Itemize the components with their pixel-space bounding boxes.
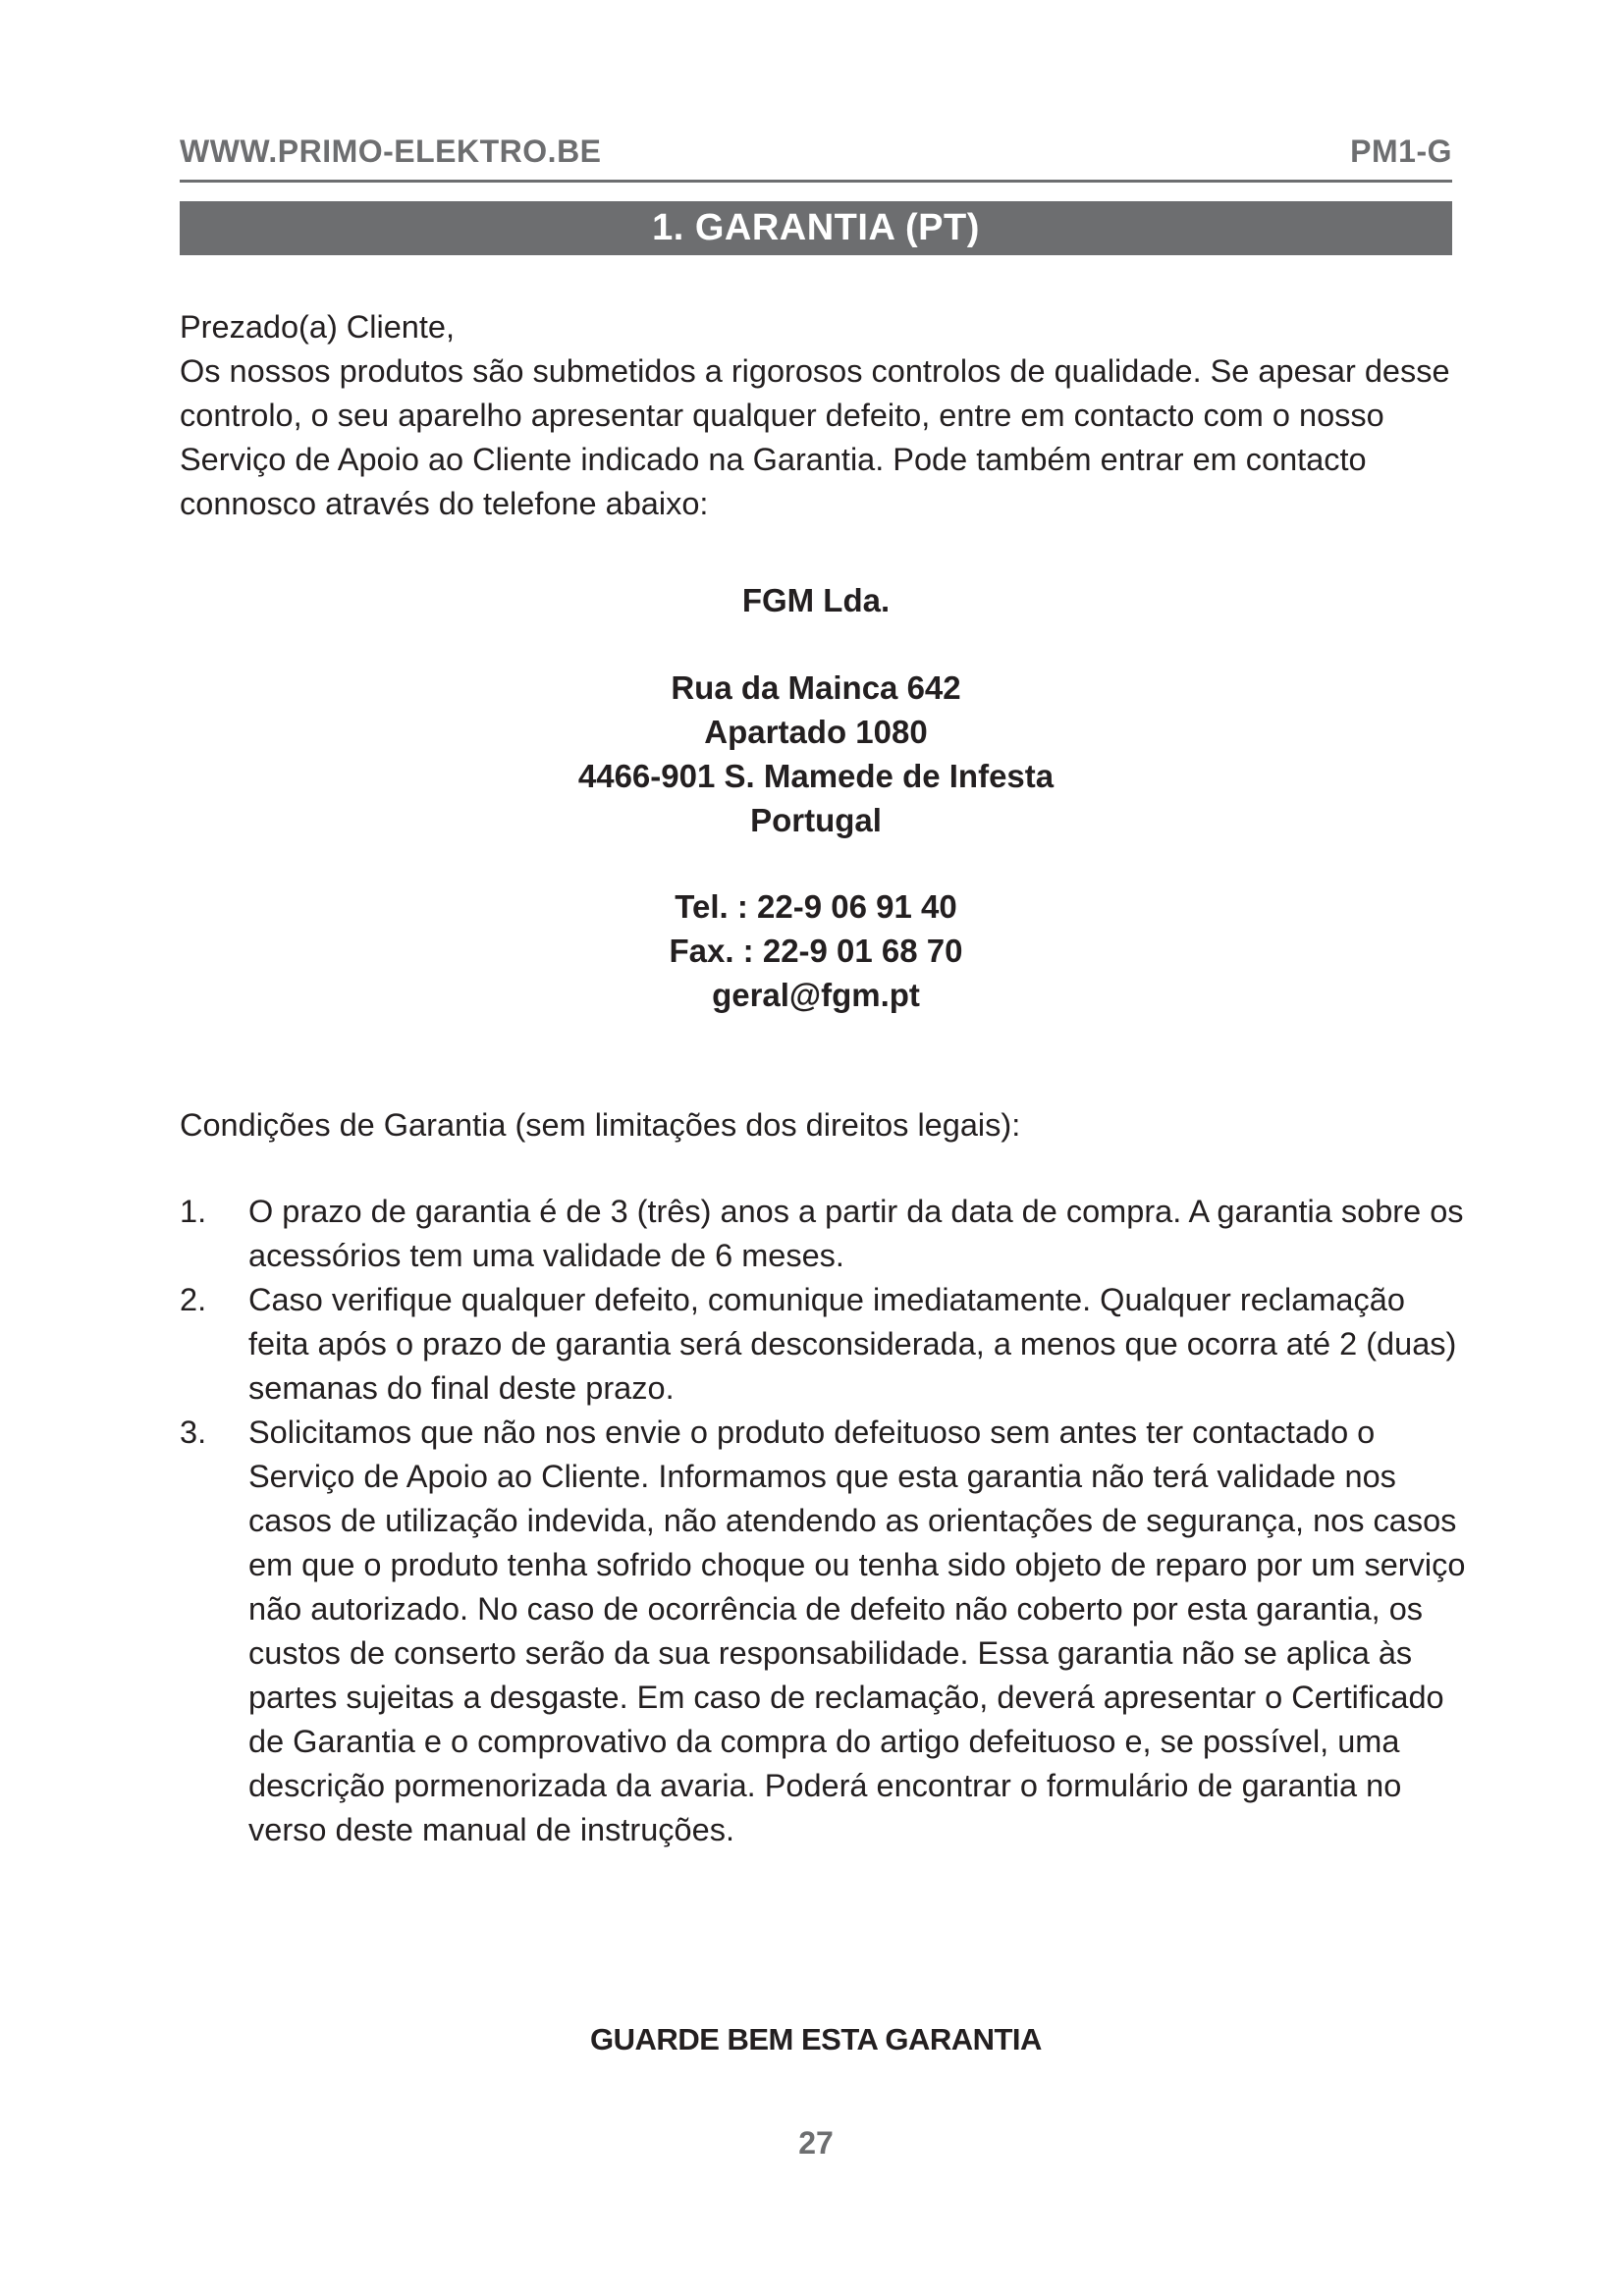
company-name <box>180 578 1452 622</box>
header-divider <box>180 180 1452 183</box>
address-block <box>180 666 1452 842</box>
list-item <box>180 1190 1466 1278</box>
conditions-title: Condições de Garantia (sem limitações dos direitos legais): <box>180 1107 1021 1143</box>
item-number: 2. <box>180 1282 207 1317</box>
footer-note: GUARDE BEM ESTA GARANTIA <box>590 2022 1042 2056</box>
item-text: Caso verifique qualquer defeito, comunique imediatamente. Qualquer reclamação feita após o prazo de garantia será desconsiderada, a menos que ocorra até 2 (duas) semanas do final deste prazo. <box>248 1282 1457 1406</box>
list-item <box>180 1278 1466 1411</box>
section-title: 1. GARANTIA (PT) <box>180 201 1452 255</box>
address-line: 4466-901 S. Mamede de Infesta <box>577 758 1055 794</box>
item-text: Solicitamos que não nos envie o produto defeituoso sem antes ter contactado o Serviço de Apoio ao Cliente. Informamos que esta garantia não terá validade nos casos de utilização indevida, não atendendo as orientações de segurança, nos casos em que o produto tenha sofrido choque ou tenha sido objeto de reparo por um serviço não autorizado. No caso de ocorrência de defeito não coberto por esta garantia, os custos de conserto serão da sua responsabilidade. Essa garantia não se aplica às partes sujeitas a desgaste. Em caso de reclamação, deverá apresentar o Certificado de Garantia e o comprovativo da compra do artigo defeituoso e, se possível, uma descrição pormenorizada da avaria. Poderá encontrar o formulário de garantia no verso deste manual de instruções. <box>248 1415 1466 1847</box>
intro-paragraph: Os nossos produtos são submetidos a rigorosos controlos de qualidade. Se apesar desse controlo, o seu aparelho apresentar qualquer defeito, entre em contacto com o nosso Serviço de Apoio ao Cliente indicado na Garantia. Pode também entrar em contacto connosco através do telefone abaixo: <box>180 353 1450 521</box>
greeting: Prezado(a) Cliente, <box>180 309 455 345</box>
item-number: 3. <box>180 1415 207 1450</box>
model-label: PM1-G <box>1350 133 1452 169</box>
company-label: FGM Lda. <box>741 582 891 618</box>
address-line: Rua da Mainca 642 <box>671 669 961 706</box>
address-line: Portugal <box>750 802 882 838</box>
item-number: 1. <box>180 1194 207 1229</box>
page-number: 27 <box>798 2125 834 2161</box>
website-label: WWW.PRIMO-ELEKTRO.BE <box>180 133 602 169</box>
fax-number: Fax. : 22-9 01 68 70 <box>669 933 963 969</box>
intro-block <box>180 305 1466 526</box>
email-address: geral@fgm.pt <box>712 977 920 1013</box>
address-line: Apartado 1080 <box>704 714 928 750</box>
item-text: O prazo de garantia é de 3 (três) anos a partir da data de compra. A garantia sobre os acessórios tem uma validade de 6 meses. <box>248 1194 1464 1273</box>
phone-number: Tel. : 22-9 06 91 40 <box>675 888 957 925</box>
page-header <box>180 133 1452 173</box>
contact-details <box>180 884 1452 1017</box>
list-item <box>180 1411 1466 1852</box>
conditions-list <box>180 1190 1466 1852</box>
